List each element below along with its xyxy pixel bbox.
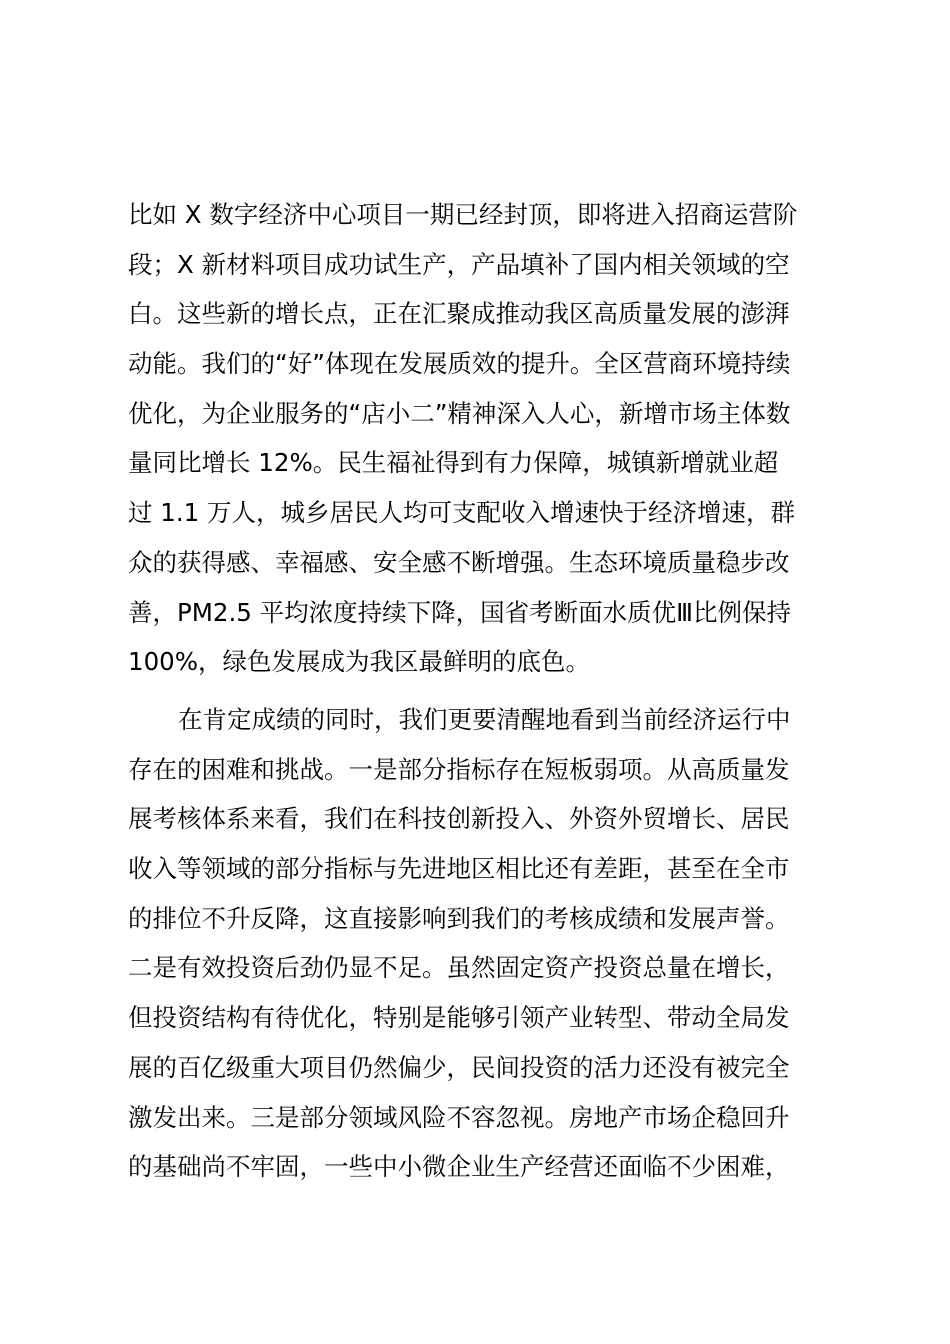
paragraph-line: 但投资结构有待优化，特别是能够引领产业转型、带动全局发: [128, 1003, 790, 1033]
paragraph-line: 众的获得感、幸福感、安全感不断增强。生态环境质量稳步改: [128, 547, 790, 577]
paragraph-line: 善，PM2.5 平均浓度持续下降，国省考断面水质优Ⅲ比例保持: [128, 597, 792, 627]
paragraph-line: 白。这些新的增长点，正在汇聚成推动我区高质量发展的澎湃: [128, 299, 790, 329]
paragraph-line: 过 1.1 万人，城乡居民人均可支配收入增速快于经济增速，群: [128, 498, 796, 528]
paragraph-line: 在肯定成绩的同时，我们更要清醒地看到当前经济运行中: [178, 705, 791, 734]
paragraph-line: 100%，绿色发展成为我区最鲜明的底色。: [128, 647, 591, 677]
paragraph-line: 的排位不升反降，这直接影响到我们的考核成绩和发展声誉。: [128, 903, 790, 933]
paragraph-line: 优化，为企业服务的“店小二”精神深入人心，新增市场主体数: [128, 398, 791, 428]
paragraph-line: 动能。我们的“好”体现在发展质效的提升。全区营商环境持续: [128, 349, 791, 379]
paragraph-line: 二是有效投资后劲仍显不足。虽然固定资产投资总量在增长，: [128, 953, 790, 983]
paragraph-line: 量同比增长 12%。民生福祉得到有力保障，城镇新增就业超: [128, 448, 779, 478]
paragraph-line: 的基础尚不牢固，一些中小微企业生产经营还面临不少困难，: [128, 1152, 790, 1182]
paragraph-line: 收入等领域的部分指标与先进地区相比还有差距，甚至在全市: [128, 854, 790, 884]
paragraph-line: 激发出来。三是部分领域风险不容忽视。房地产市场企稳回升: [128, 1102, 790, 1132]
paragraph-line: 展考核体系来看，我们在科技创新投入、外资外贸增长、居民: [128, 804, 790, 834]
paragraph-line: 展的百亿级重大项目仍然偏少，民间投资的活力还没有被完全: [128, 1052, 790, 1082]
paragraph-line: 段；X 新材料项目成功试生产，产品填补了国内相关领域的空: [128, 249, 790, 279]
paragraph-line: 比如 X 数字经济中心项目一期已经封顶，即将进入招商运营阶: [128, 200, 798, 229]
paragraph-line: 存在的困难和挑战。一是部分指标存在短板弱项。从高质量发: [128, 754, 790, 784]
paragraph-1: [128, 190, 828, 687]
paragraph-2: [128, 695, 828, 1192]
